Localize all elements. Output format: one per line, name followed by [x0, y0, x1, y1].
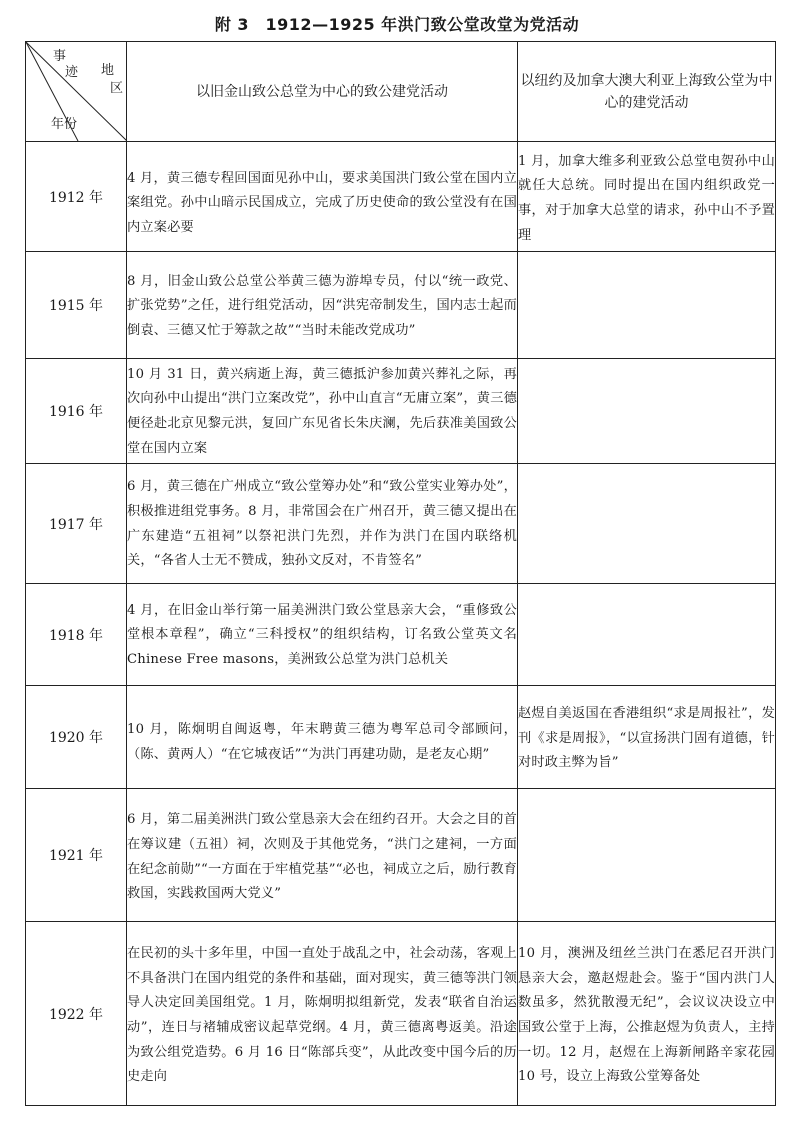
year-cell: 1922 年	[26, 922, 127, 1106]
year-cell: 1915 年	[26, 252, 127, 359]
year-cell: 1916 年	[26, 359, 127, 464]
year-cell: 1921 年	[26, 789, 127, 922]
table-row	[26, 252, 776, 359]
corner-label-shi: 事	[53, 49, 67, 64]
table-row	[26, 686, 776, 789]
other-activity-cell	[518, 789, 776, 922]
table-row	[26, 789, 776, 922]
sf-activity-cell: 6 月，黄三德在广州成立“致公堂筹办处”和“致公堂实业筹办处”，积极推进组党事务。8 月，非常国会在广州召开，黄三德又提出在广东建造“五祖祠”以祭祀洪门先烈，并作为洪门在国内联络机关，“各省人士无不赞成，独孙文反对，不肯签名”	[127, 464, 518, 584]
column-header-sf: 以旧金山致公总堂为中心的致公建党活动	[127, 42, 518, 142]
corner-label-ji: 迹	[65, 65, 79, 80]
sf-activity-cell: 10 月，陈炯明自闽返粤，年末聘黄三德为粤军总司令部顾问，（陈、黄两人）“在它城夜话”“为洪门再建功勋，是老友心期”	[127, 686, 518, 789]
other-activity-cell: 赵煜自美返国在香港组织“求是周报社”，发刊《求是周报》，“以宣扬洪门固有道德，针对时政主弊为旨”	[518, 686, 776, 789]
other-activity-cell: 1 月，加拿大维多利亚致公总堂电贺孙中山就任大总统。同时提出在国内组织政党一事，对于加拿大总堂的请求，孙中山不予置理	[518, 142, 776, 252]
table-row	[26, 142, 776, 252]
table-row	[26, 464, 776, 584]
corner-header-cell	[26, 42, 127, 142]
other-activity-cell: 10 月，澳洲及纽丝兰洪门在悉尼召开洪门恳亲大会，邀赵煜赴会。鉴于“国内洪门人数虽多，然犹散漫无纪”，会议议决设立中国致公堂于上海，公推赵煜为负责人，主持一切。12 月，赵煜在上海新闸路辛家花园 10 号，设立上海致公堂筹备处	[518, 922, 776, 1106]
other-activity-cell	[518, 252, 776, 359]
sf-activity-cell: 在民初的头十多年里，中国一直处于战乱之中，社会动荡，客观上不具备洪门在国内组党的条件和基础，面对现实，黄三德等洪门领导人决定回美国组党。1 月，陈炯明拟组新党，发表“联省自治运动”，连日与褚辅成密议起草党纲。4 月，黄三德离粤返美。沿途为致公组党造势。6 月 16 日“陈部兵变”，从此改变中国今后的历史走向	[127, 922, 518, 1106]
sf-activity-cell: 4 月，在旧金山举行第一届美洲洪门致公堂恳亲大会，“重修致公堂根本章程”，确立“三科授权”的组织结构，订名致公堂英文名 Chinese Free masons，美洲致公总堂为洪门总机关	[127, 584, 518, 686]
year-cell: 1912 年	[26, 142, 127, 252]
year-cell: 1917 年	[26, 464, 127, 584]
other-activity-cell	[518, 584, 776, 686]
sf-activity-cell: 8 月，旧金山致公总堂公举黄三德为游埠专员，付以“统一政党、扩张党势”之任，进行组党活动，因“洪宪帝制发生，国内志士起而倒袁、三德又忙于筹款之故”“当时未能改党成功”	[127, 252, 518, 359]
year-cell: 1918 年	[26, 584, 127, 686]
corner-label-qu: 区	[110, 81, 124, 96]
year-cell: 1920 年	[26, 686, 127, 789]
page-title: 附 3 1912—1925 年洪门致公堂改堂为党活动	[214, 15, 580, 34]
table-row	[26, 922, 776, 1106]
sf-activity-cell: 4 月，黄三德专程回国面见孙中山，要求美国洪门致公堂在国内立案组党。孙中山暗示民国成立，完成了历史使命的致公堂没有在国内立案必要	[127, 142, 518, 252]
other-activity-cell	[518, 464, 776, 584]
sf-activity-cell: 6 月，第二届美洲洪门致公堂恳亲大会在纽约召开。大会之目的首在筹议建（五祖）祠，次则及于其他党务，“洪门之建祠，一方面在纪念前勋”“一方面在于牢植党基”“必也，祠成立之后，励行教育救国，实践救国两大党义”	[127, 789, 518, 922]
activities-table	[25, 41, 776, 1106]
sf-activity-cell: 10 月 31 日，黄兴病逝上海，黄三德抵沪参加黄兴葬礼之际，再次向孙中山提出“洪门立案改党”，孙中山直言“无庸立案”，黄三德便径赴北京见黎元洪，复回广东见省长朱庆澜，先后获准美国致公堂在国内立案	[127, 359, 518, 464]
corner-label-year: 年份	[51, 117, 78, 132]
table-header-row	[26, 42, 776, 142]
other-activity-cell	[518, 359, 776, 464]
table-row	[26, 359, 776, 464]
column-header-other: 以纽约及加拿大澳大利亚上海致公堂为中心的建党活动	[518, 42, 776, 142]
table-row	[26, 584, 776, 686]
corner-label-di: 地	[101, 63, 115, 78]
